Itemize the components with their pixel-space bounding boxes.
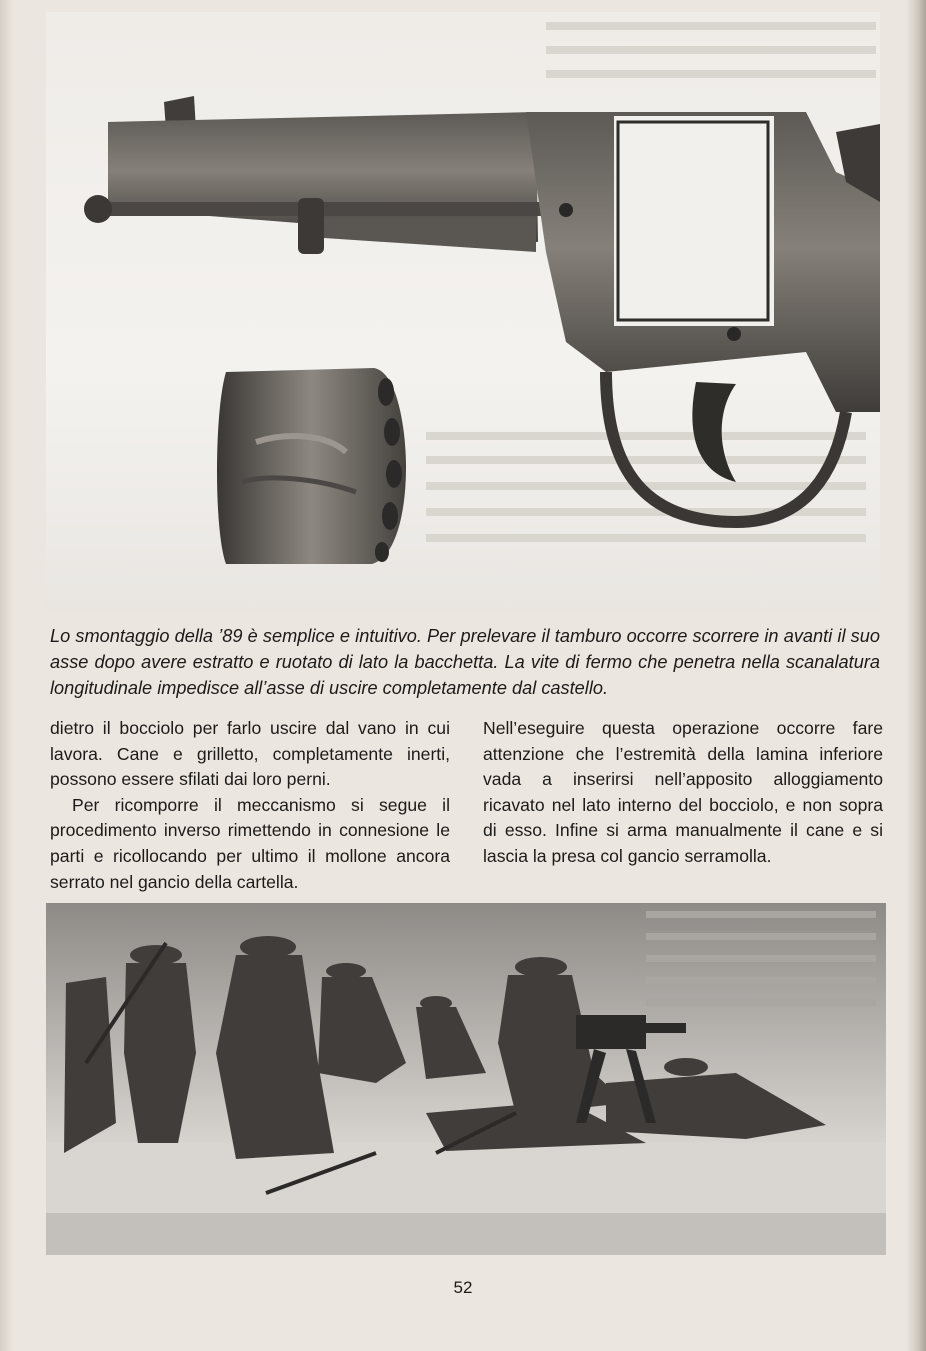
paragraph: Per ricomporre il meccanismo si segue il procedimento inverso rimettendo in connesione le parti e ricollocando per ultimo il mollone ancora serrato nel gancio della cartella. [50, 794, 450, 892]
text-column-right [483, 716, 883, 870]
text-column-left [50, 716, 450, 895]
revolver-photo [46, 12, 880, 610]
paragraph: dietro il bocciolo per farlo uscire dal vano in cui lavora. Cane e grilletto, completamente inerti, possono essere sfilati dai loro perni. [50, 718, 450, 790]
page-number: 52 [453, 1278, 473, 1297]
page-left-edge [0, 0, 14, 1351]
paragraph: Nell’eseguire questa operazione occorre fare attenzione che l’estremità della lamina inferiore vada a inserirsi nell’apposito alloggiamento ricavato nel lato interno del bocciolo, e non sopra di esso. Infine si arma manualmente il cane e si lascia la presa col gancio serramolla. [483, 718, 883, 866]
photo-caption: Lo smontaggio della ’89 è semplice e intuitivo. Per prelevare il tamburo occorre scorrere in avanti il suo asse dopo avere estratto e ruotato di lato la bacchetta. La vite di fermo che penetra nella scanalatura longitudinale impedisce all’asse di uscire completamente dal castello. [50, 626, 880, 698]
page-right-edge [906, 0, 926, 1351]
soldiers-photo [46, 903, 886, 1255]
